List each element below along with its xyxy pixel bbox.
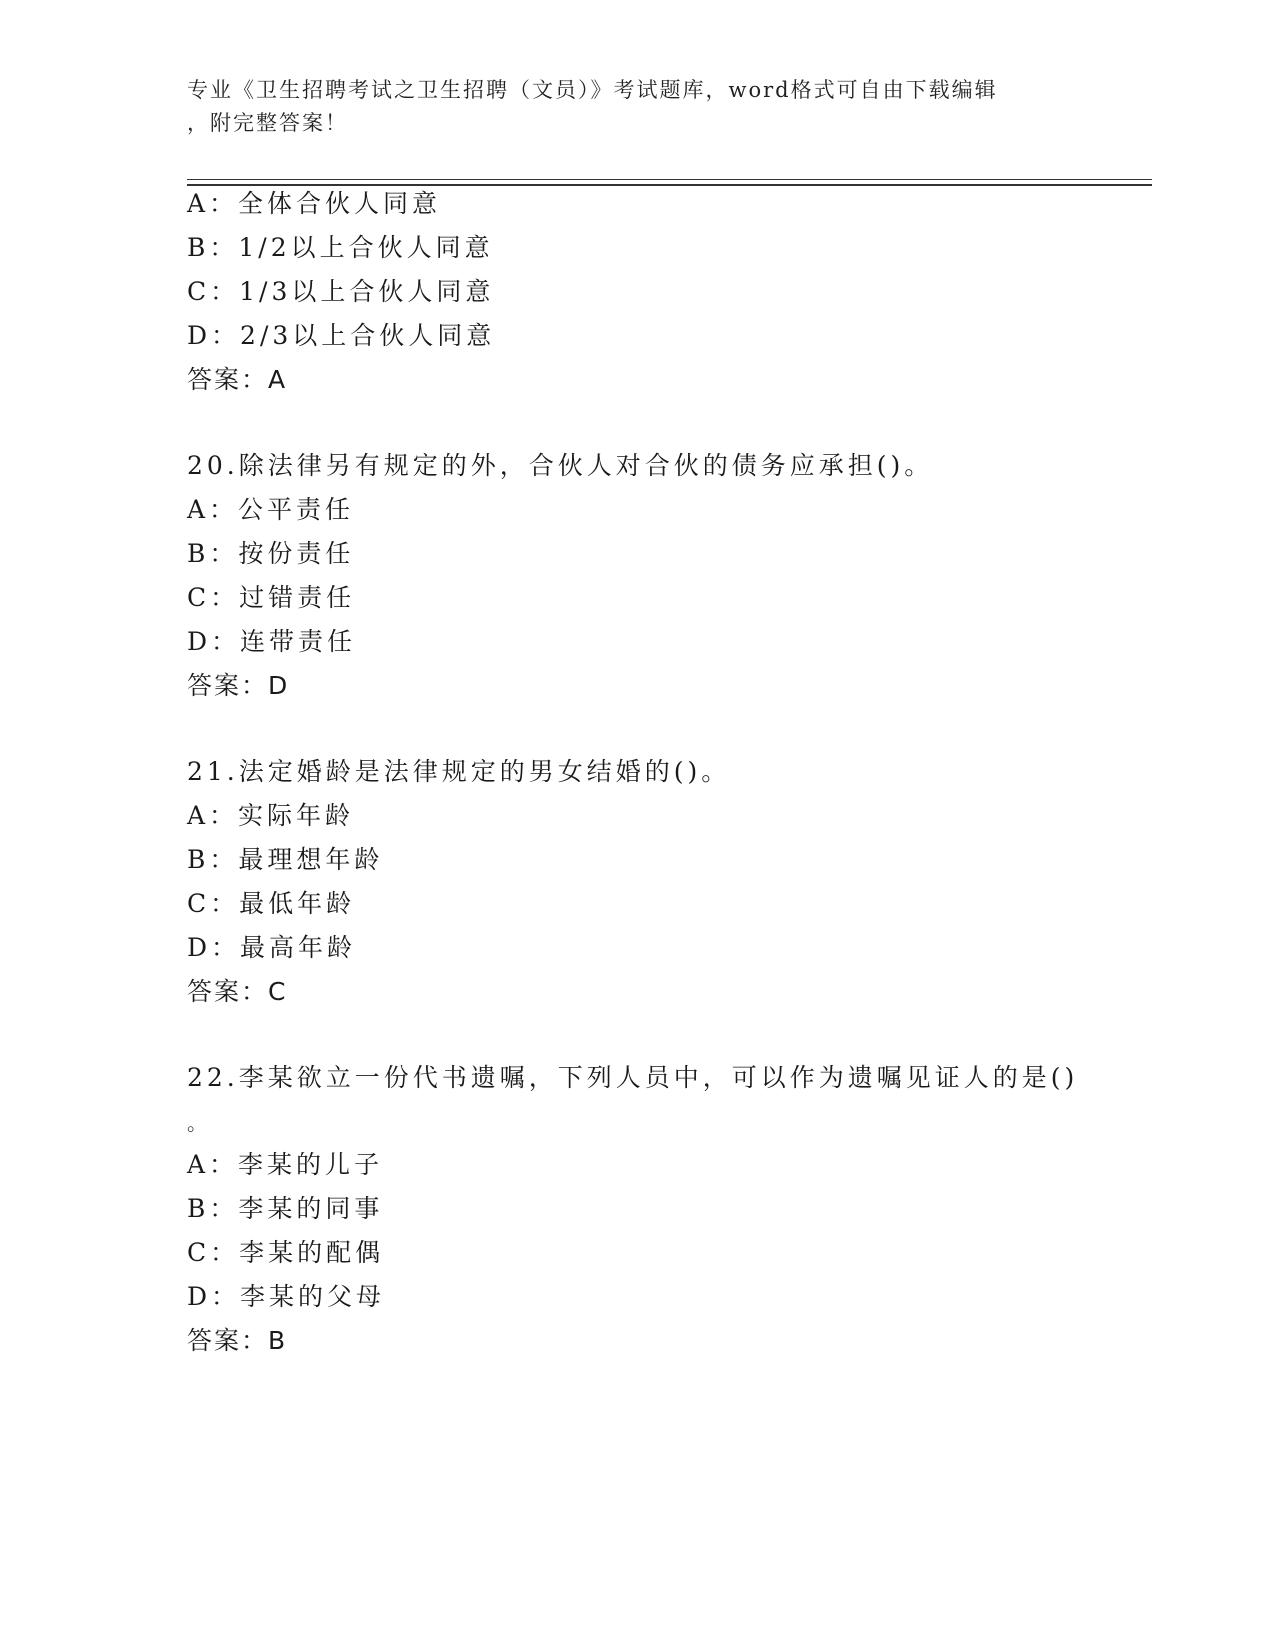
q21-option-a: A：实际年龄 [187,801,355,830]
q20-option-a: A：公平责任 [187,495,355,524]
document-header [187,74,1067,140]
q21-option-c: C：最低年龄 [187,889,356,918]
header-line-2: ，附完整答案！ [187,111,348,135]
q22-stem-continuation: 。 [187,1111,211,1135]
q19-option-d: D：2/3以上合伙人同意 [187,321,496,350]
q21-option-d: D：最高年龄 [187,933,357,962]
q19-option-a: A：全体合伙人同意 [187,189,442,218]
q21-answer: 答案：C [187,977,288,1006]
q20-option-b: B：按份责任 [187,539,355,568]
q21-option-b: B：最理想年龄 [187,845,384,874]
q19-option-b: B：1/2以上合伙人同意 [187,233,494,262]
header-divider-top [187,179,1152,180]
q19-answer: 答案：A [187,365,288,394]
q22-option-a: A：李某的儿子 [187,1150,384,1179]
q22-option-c: C：李某的配偶 [187,1238,385,1267]
q22-answer: 答案：B [187,1326,288,1355]
header-divider-bottom [187,184,1152,186]
header-line-1: 专业《卫生招聘考试之卫生招聘（文员）》考试题库，word格式可自由下载编辑 [187,78,998,102]
q22-stem: 22.李某欲立一份代书遗嘱，下列人员中，可以作为遗嘱见证人的是() [187,1063,1079,1092]
q20-option-d: D：连带责任 [187,627,357,656]
q20-answer: 答案：D [187,671,290,700]
q20-stem: 20.除法律另有规定的外，合伙人对合伙的债务应承担()。 [187,451,934,480]
q22-option-d: D：李某的父母 [187,1282,386,1311]
q22-option-b: B：李某的同事 [187,1194,384,1223]
q19-option-c: C：1/3以上合伙人同意 [187,277,495,306]
q20-option-c: C：过错责任 [187,583,356,612]
q21-stem: 21.法定婚龄是法律规定的男女结婚的()。 [187,757,731,786]
